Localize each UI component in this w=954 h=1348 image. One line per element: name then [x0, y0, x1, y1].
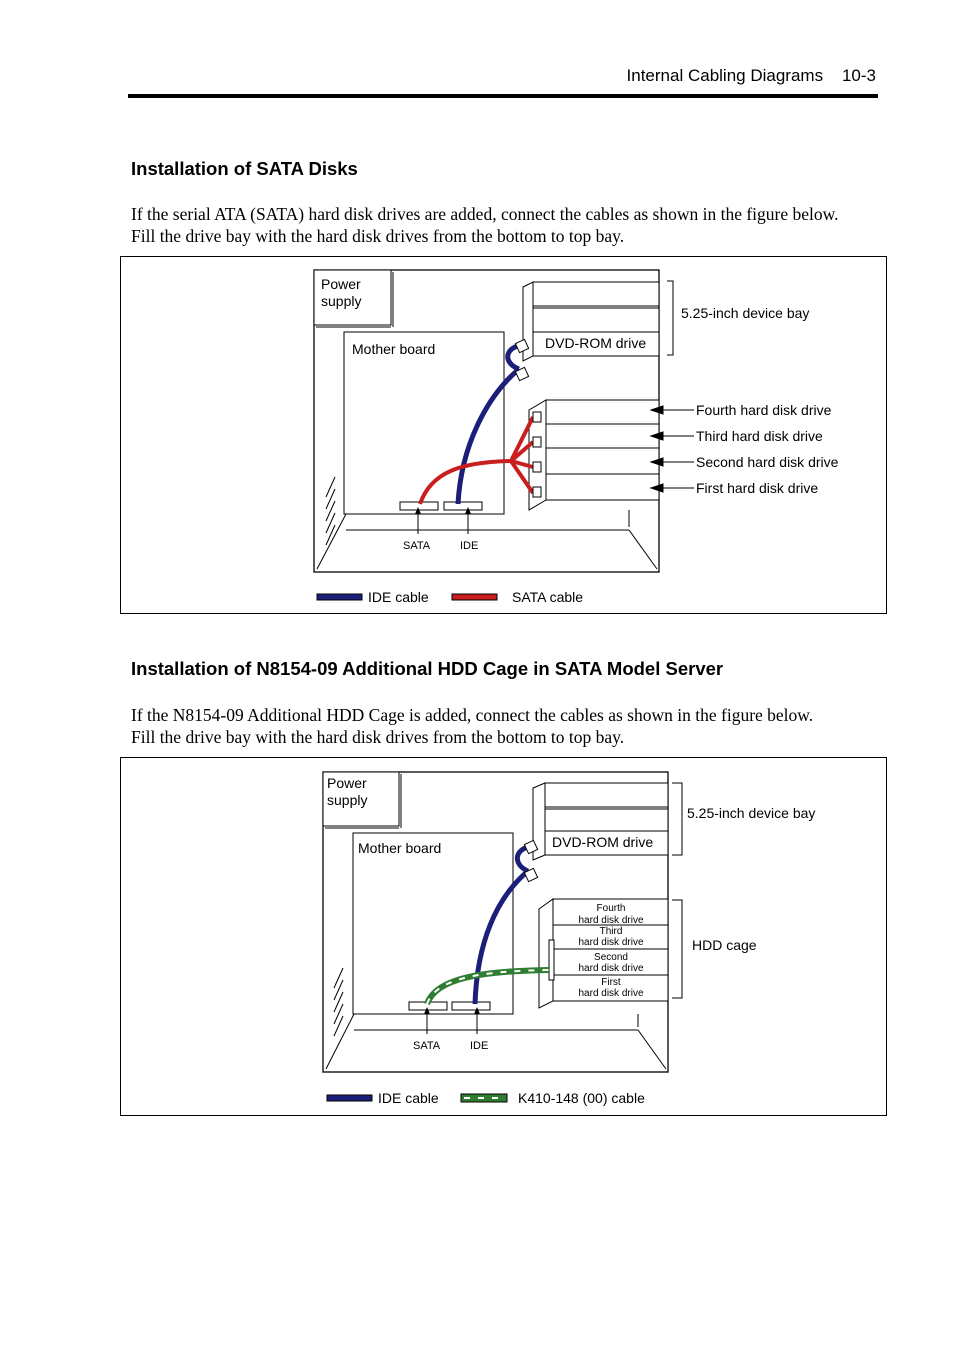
ide-port [444, 502, 482, 510]
ide-port [452, 1002, 490, 1010]
fourth-hdd-label: Fourth [596, 903, 626, 914]
section1-para-line1: If the serial ATA (SATA) hard disk drives are added, connect the cables as shown in the figure below. [131, 204, 839, 224]
header-title: Internal Cabling Diagrams 10-3 [626, 66, 876, 85]
figure-hdd-cage [120, 757, 887, 1116]
power-supply-label-2: supply [327, 792, 368, 808]
legend-sata-label: SATA cable [512, 589, 584, 605]
hdd-cage-label: HDD cage [692, 937, 757, 953]
third-hdd-label: Third hard disk drive [696, 428, 823, 444]
hdd-cage-bracket [672, 900, 682, 998]
device-bay-label: 5.25-inch device bay [681, 305, 810, 321]
dvd-rom-label: DVD-ROM drive [552, 834, 654, 850]
page-header [128, 62, 878, 98]
mother-board-label: Mother board [352, 341, 436, 357]
sata-port-label: SATA [413, 1040, 441, 1052]
section1-para-line2: Fill the drive bay with the hard disk drives from the bottom to top bay. [131, 226, 625, 246]
fourth-hdd-label: Fourth hard disk drive [696, 402, 832, 418]
section1-paragraph [131, 203, 891, 247]
power-supply-label: Power [321, 276, 361, 292]
power-supply-label: Power [327, 775, 367, 791]
header-rule [128, 94, 878, 98]
device-bay-bracket [667, 281, 673, 355]
ide-port-label: IDE [460, 540, 479, 552]
second-hdd-label-2: hard disk drive [578, 963, 644, 974]
legend-ide-swatch [317, 594, 362, 600]
figure-sata-diagram [121, 257, 886, 613]
third-hdd-label: Third [599, 926, 623, 937]
device-bay-label: 5.25-inch device bay [687, 805, 816, 821]
legend-sata-swatch [452, 594, 497, 600]
hdd-bays [529, 400, 659, 510]
dvd-rom-label: DVD-ROM drive [545, 335, 647, 351]
figure-sata-disks [120, 256, 887, 614]
section-title-hdd-cage: Installation of N8154-09 Additional HDD Cage in SATA Model Server [131, 658, 724, 679]
section2-para-line2: Fill the drive bay with the hard disk drives from the bottom to top bay. [131, 727, 625, 747]
device-bay-bracket [672, 783, 682, 855]
third-hdd-label-2: hard disk drive [578, 937, 644, 948]
first-hdd-label: First [601, 977, 621, 988]
section-title-sata: Installation of SATA Disks [131, 158, 358, 179]
legend-ide-label: IDE cable [368, 589, 429, 605]
second-hdd-label: Second hard disk drive [696, 454, 839, 470]
legend-ide-label: IDE cable [378, 1090, 439, 1106]
ide-port-label: IDE [470, 1040, 489, 1052]
section2-para-line1: If the N8154-09 Additional HDD Cage is added, connect the cables as shown in the figure below. [131, 705, 814, 725]
legend-ide-swatch [327, 1095, 372, 1101]
fourth-hdd-label-2: hard disk drive [578, 915, 644, 926]
section2-paragraph [131, 704, 891, 748]
figure-hdd-cage-diagram [121, 758, 886, 1115]
first-hdd-label-2: hard disk drive [578, 988, 644, 999]
mother-board-label: Mother board [358, 840, 442, 856]
sata-port-label: SATA [403, 540, 431, 552]
second-hdd-label: Second [594, 952, 628, 963]
power-supply-label-2: supply [321, 293, 362, 309]
first-hdd-label: First hard disk drive [696, 480, 819, 496]
legend-k410-label: K410-148 (00) cable [518, 1090, 645, 1106]
